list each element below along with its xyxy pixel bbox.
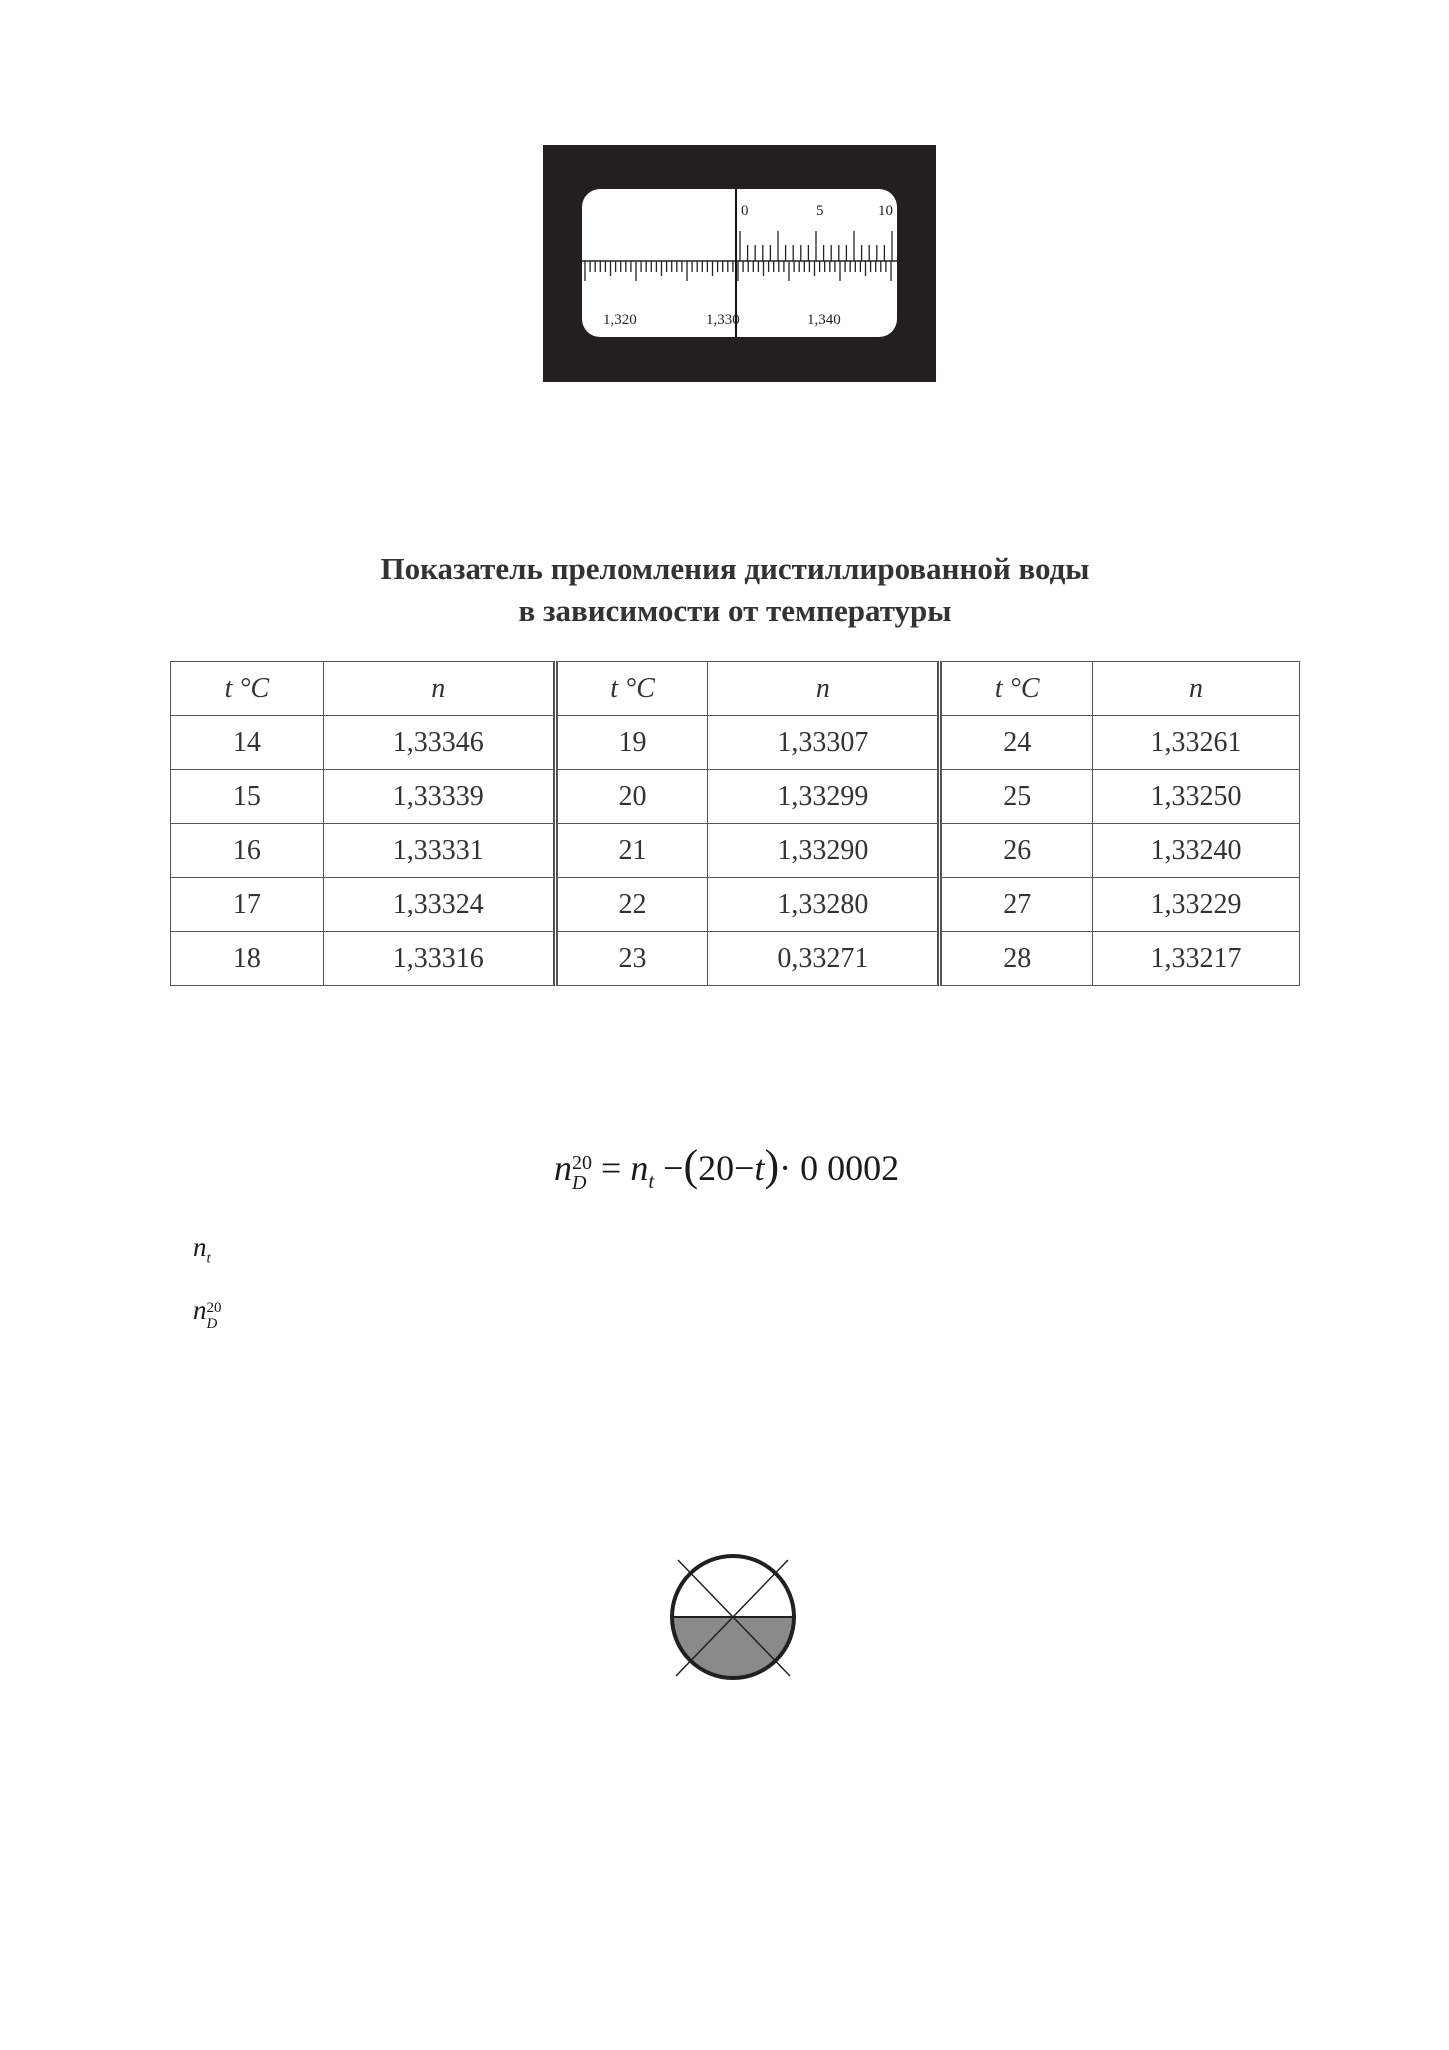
cell: 1,33331: [323, 824, 555, 878]
cell: 24: [940, 716, 1093, 770]
cell: 20: [555, 770, 708, 824]
formula-sup-20: 20: [572, 1152, 592, 1174]
top-label-10: 10: [878, 203, 893, 219]
top-label-5: 5: [816, 203, 824, 219]
cell: 17: [171, 878, 324, 932]
legend-nt: [193, 1232, 211, 1267]
formula-dot: ·: [779, 1148, 792, 1188]
legend-nd-stack: [207, 1300, 222, 1332]
table-row: [171, 878, 1300, 932]
table-title: [170, 548, 1300, 632]
formula-minus-2: −: [734, 1148, 755, 1188]
cell: 1,33316: [323, 932, 555, 986]
table-row: [171, 824, 1300, 878]
bottom-label-1320: 1,320: [603, 312, 637, 328]
refractometer-scale: [543, 145, 936, 382]
legend-nd-sup: 20: [206, 1300, 222, 1316]
formula-coefficient: 0 0002: [800, 1148, 900, 1188]
cell: 1,33217: [1093, 932, 1300, 986]
cell: 1,33261: [1093, 716, 1300, 770]
cell: 27: [940, 878, 1093, 932]
cell: 1,33280: [708, 878, 940, 932]
header-temp: t °C: [940, 662, 1093, 716]
header-index: n: [323, 662, 555, 716]
table-header-row: [171, 662, 1300, 716]
table-row: [171, 716, 1300, 770]
bottom-label-1330: 1,330: [706, 312, 740, 328]
formula-t: t: [754, 1148, 765, 1188]
legend-nt-sub: t: [206, 1250, 211, 1267]
cell: 28: [940, 932, 1093, 986]
field-of-view-diagram: [668, 1552, 798, 1682]
formula-n-t: n: [630, 1148, 649, 1188]
legend-nd-sub: D: [206, 1316, 218, 1332]
formula-minus: −: [663, 1148, 684, 1188]
legend-nd: [193, 1295, 222, 1332]
cell: 18: [171, 932, 324, 986]
formula-sub-d: D: [572, 1172, 587, 1194]
cell: 19: [555, 716, 708, 770]
cell: 1,33339: [323, 770, 555, 824]
refraction-table: [170, 661, 1300, 986]
legend-nt-main: n: [193, 1232, 207, 1262]
table-title-line-2: в зависимости от температуры: [518, 593, 952, 628]
header-index: n: [1093, 662, 1300, 716]
cell: 1,33346: [323, 716, 555, 770]
legend-nd-main: n: [193, 1295, 207, 1325]
table-row: [171, 770, 1300, 824]
header-temp: t °C: [555, 662, 708, 716]
header-index: n: [708, 662, 940, 716]
formula-close-paren: ): [764, 1141, 780, 1190]
cell: 22: [555, 878, 708, 932]
cell: 16: [171, 824, 324, 878]
cell: 1,33307: [708, 716, 940, 770]
correction-formula: [554, 1140, 899, 1194]
cell: 1,33240: [1093, 824, 1300, 878]
cell: 25: [940, 770, 1093, 824]
cell: 1,33324: [323, 878, 555, 932]
cell: 1,33290: [708, 824, 940, 878]
cell: 23: [555, 932, 708, 986]
formula-sup-sub: [572, 1153, 592, 1193]
table-title-line-1: Показатель преломления дистиллированной воды: [380, 551, 1090, 586]
formula-n: n: [554, 1148, 572, 1188]
formula-open-paren: (: [683, 1141, 699, 1190]
header-temp: t °C: [171, 662, 324, 716]
cell: 26: [940, 824, 1093, 878]
cell: 0,33271: [708, 932, 940, 986]
formula-equals: =: [601, 1148, 622, 1188]
cell: 15: [171, 770, 324, 824]
cell: 1,33250: [1093, 770, 1300, 824]
top-label-0: 0: [741, 203, 749, 219]
cell: 21: [555, 824, 708, 878]
cell: 1,33229: [1093, 878, 1300, 932]
cell: 14: [171, 716, 324, 770]
formula-twenty: 20: [698, 1148, 735, 1188]
cell: 1,33299: [708, 770, 940, 824]
table-row: [171, 932, 1300, 986]
formula-sub-t: t: [648, 1169, 655, 1194]
bottom-label-1340: 1,340: [807, 312, 841, 328]
